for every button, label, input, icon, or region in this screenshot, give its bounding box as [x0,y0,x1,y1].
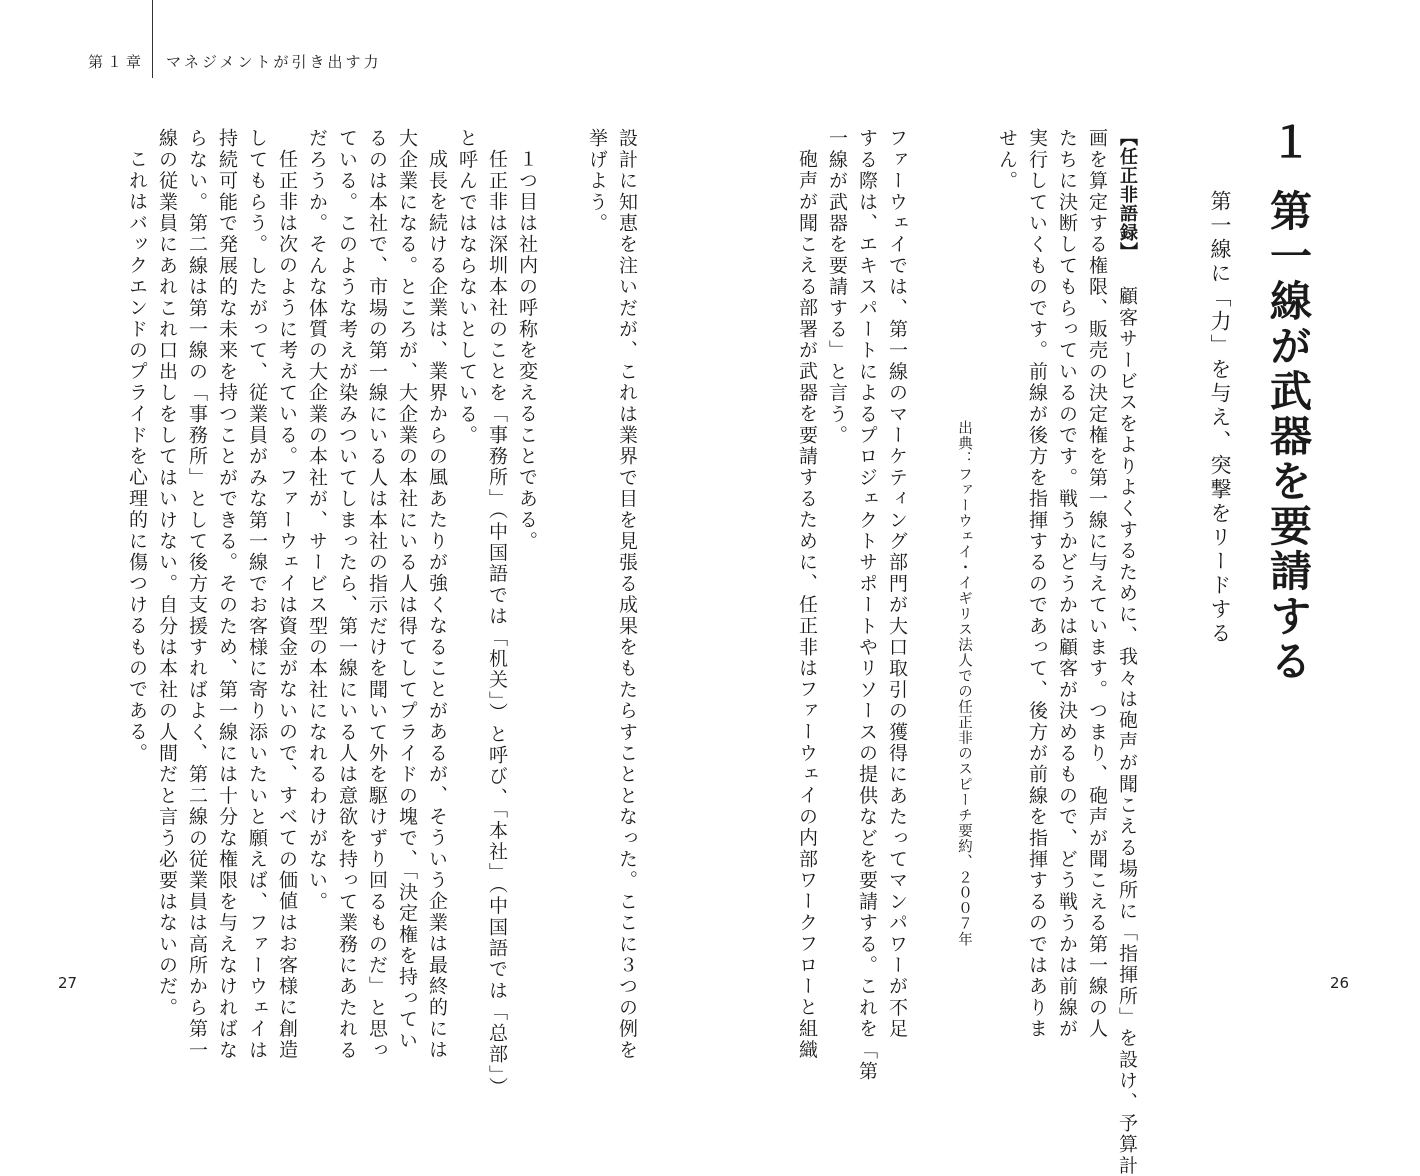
body-line: ている。このような考えが染みついてしまったら、第一線にいる人は意欲を持って業務にあたれる [336,128,358,1061]
body-line: 持続可能で発展的な未来を持つことができる。そのため、第一線には十分な権限を与えなければな [216,128,238,1061]
body-line: るのは本社で、市場の第一線にいる人は本社の指示だけを聞いて外を駆けずり回るものだ」と思っ [366,128,388,1061]
quote-line: せん。 [996,128,1018,192]
body-line: 線の従業員にあれこれ口出しをしてはいけない。自分は本社の人間だと言う必要はないのだ。 [156,128,178,1019]
section-title: 第一線が武器を要請する [1264,189,1313,684]
body-line: 任正非は深圳本社のことを「事務所」（中国語では「机关」）と呼び、「本社」（中国語では「总部」） [486,149,508,1098]
body-line: だろうか。そんな体質の大企業の本社が、サービス型の本社になれるわけがない。 [306,128,328,913]
body-line: これはバックエンドのプライドを心理的に傷つけるものである。 [126,149,148,764]
body-line: 設計に知恵を注いだが、これは業界で目を見張る成果をもたらすこととなった。ここに３つの例を [616,128,638,1061]
body-line: 挙げよう。 [586,128,608,234]
quote-line: たちに決断してもらっているのです。戦うかどうかは顧客が決めるもので、どう戦うかは前線が [1056,128,1078,1040]
body-line: ファーウェイでは、第一線のマーケティング部門が大口取引の獲得にあたってマンパワーが不足 [886,128,908,1040]
body-line: 成長を続ける企業は、業界からの風あたりが強くなることがあるが、そういう企業は最終的には [426,149,448,1061]
chapter-label: 第１章 [88,53,146,71]
body-line: らない。第二線は第一線の「事務所」として後方支援すればよく、第二線の従業員は高所から第一 [186,128,208,1061]
page-number-left: 27 [58,974,78,992]
section-number: １ [1264,120,1313,165]
page-number-right: 26 [1330,974,1350,992]
quote-label: 【任正非語録】 [1117,128,1138,261]
quote-line: 実行していくものです。前線が後方を指揮するのであって、後方が前線を指揮するのではありま [1026,128,1048,1040]
quote-line: 顧客サービスをよりよくするために、我々は砲声が聞こえる場所に「指揮所」を設け、予算計 [1116,286,1138,1176]
header-divider [152,0,153,78]
quote-source: 出典：ファーウェイ・イギリス法人での任正非のスピーチ要約、２００７年 [956,420,972,947]
body-line: と呼んではならないとしている。 [456,128,478,446]
section-heading [1258,120,1318,684]
body-line: 砲声が聞こえる部署が武器を要請するために、任正非はファーウェイの内部ワークフローと組織 [796,149,818,1061]
body-line: １つ目は社内の呼称を変えることである。 [516,149,538,552]
body-line: してもらう。したがって、従業員がみな第一線でお客様に寄り添いたいと願えば、ファーウェイは [246,128,268,1061]
quote-line: 画を算定する権限、販売の決定権を第一線に与えています。つまり、砲声が聞こえる第一線の人 [1086,128,1108,1040]
body-line: 大企業になる。ところが、大企業の本社にいる人は得てしてプライドの塊で、「決定権を持ってい [396,128,418,1052]
section-subtitle: 第一線に「力」を与え、突撃をリードする [1208,190,1232,646]
chapter-title: マネジメントが引き出す力 [166,53,382,71]
body-line: 任正非は次のように考えている。ファーウェイは資金がないので、すべての価値はお客様に創造 [276,149,298,1061]
body-line: 一線が武器を要請する」と言う。 [826,128,848,446]
body-line: する際は、エキスパートによるプロジェクトサポートやリソースの提供などを要請する。これを「第 [856,128,878,1082]
